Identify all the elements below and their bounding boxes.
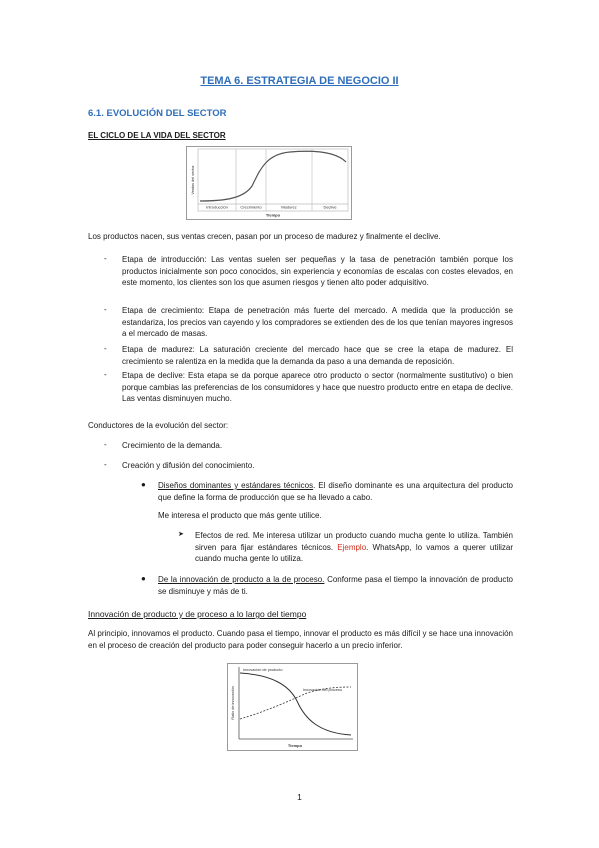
innovation-figure xyxy=(227,663,358,756)
sub-bullet-note: Me interesa el producto que más gente utilice. xyxy=(158,511,322,520)
drivers-title: Conductores de la evolución del sector: xyxy=(88,421,229,430)
subsection-title: EL CICLO DE LA VIDA DEL SECTOR xyxy=(88,131,226,140)
driver-item: Crecimiento de la demanda. xyxy=(122,441,223,450)
stage-label: Crecimiento xyxy=(240,204,262,210)
life-cycle-figure xyxy=(186,146,352,225)
sub-bullet-innovation: De la innovación de producto a la de proceso. Conforme pasa el tiempo la innovación de producto se disminuye y más de ti. xyxy=(158,575,513,596)
list-dash: - xyxy=(104,254,107,263)
stage-label: Introducción xyxy=(206,204,228,210)
list-item: Etapa de crecimiento: Etapa de penetración más fuerte del mercado. A medida que la producción se estandariza, los precios van cayendo y los compradores se extienden des de los que tenían mayores ingresos a el mercado de masas. xyxy=(122,306,513,339)
document-title: TEMA 6. ESTRATEGIA DE NEGOCIO II xyxy=(200,75,399,87)
stage-label: Declive xyxy=(323,204,337,210)
list-dash: - xyxy=(104,344,107,353)
x-axis-label: Tiempo xyxy=(265,212,281,218)
list-item: Etapa de madurez: La saturación creciente del mercado hace que se cree la etapa de madurez. El crecimiento se ralentiza en la medida que la demanda da paso a una demanda de reposición. xyxy=(122,345,513,366)
life-cycle-chart xyxy=(186,146,352,220)
y-axis-label: Ratio de innovación xyxy=(231,686,235,720)
bullet-dot: ● xyxy=(141,574,146,583)
network-effects-item: Efectos de red. Me interesa utilizar un producto cuando mucha gente lo utiliza. También sirven para fijar estándares técnicos. Ejemplo. WhatsApp, lo vamos a querer utilizar cuando mucha gente lo utiliza. xyxy=(195,531,514,564)
process-innovation-label: Innovación del proceso xyxy=(303,688,343,692)
y-axis-label: Ventas del sector xyxy=(191,165,195,195)
arrow-bullet: ➤ xyxy=(178,531,184,538)
list-dash: - xyxy=(104,370,107,379)
underlined-term: De la innovación de producto a la de proceso. xyxy=(158,575,325,584)
page-number: 1 xyxy=(297,792,302,802)
section-title: 6.1. EVOLUCIÓN DEL SECTOR xyxy=(88,108,227,119)
figure-frame xyxy=(228,664,358,751)
sub-bullet-dominant-design: Diseños dominantes y estándares técnicos. El diseño dominante es una arquitectura del producto que define la forma de producción que se ha llevado a cabo. xyxy=(158,481,513,502)
bullet-dot: ● xyxy=(141,480,146,489)
innovation-title: Innovación de producto y de proceso a lo largo del tiempo xyxy=(88,609,307,619)
product-innovation-label: Innovación de producto xyxy=(243,668,283,672)
list-dash: - xyxy=(104,305,107,314)
innovation-chart xyxy=(227,663,358,751)
intro-paragraph: Los productos nacen, sus ventas crecen, pasan por un proceso de madurez y finalmente el declive. xyxy=(88,232,441,241)
list-dash: - xyxy=(104,440,107,449)
innovation-paragraph: Al principio, innovamos el producto. Cuando pasa el tiempo, innovar el producto es más difícil y se hace una innovación en el proceso de creación del producto para poder conseguir hacerlo a un precio inferior. xyxy=(88,629,513,650)
x-axis-label: Tiempo xyxy=(287,743,303,748)
plot-area xyxy=(198,149,348,211)
underlined-term: Diseños dominantes y estándares técnicos xyxy=(158,481,314,490)
list-item: Etapa de introducción: Las ventas suelen ser pequeñas y la tasa de penetración también porque los productos inicialmente son poco conocidos, sin experiencia y economías de escalas con costes elevados, en este momento, los clientes son los que asumen riesgos y tienen alto poder adquisitivo. xyxy=(122,255,513,288)
driver-item: Creación y difusión del conocimiento. xyxy=(122,461,255,470)
list-item: Etapa de declive: Esta etapa se da porque aparece otro producto o sector (normalmente sustitutivo) o bien porque cambias las preferencias de los consumidores y hace que nuestro producto entre en etapa de declive. Las ventas disminuyen mucho. xyxy=(122,371,513,404)
example-label: Ejemplo xyxy=(337,542,367,552)
stage-label: Madurez xyxy=(281,204,297,210)
list-dash: - xyxy=(104,460,107,469)
